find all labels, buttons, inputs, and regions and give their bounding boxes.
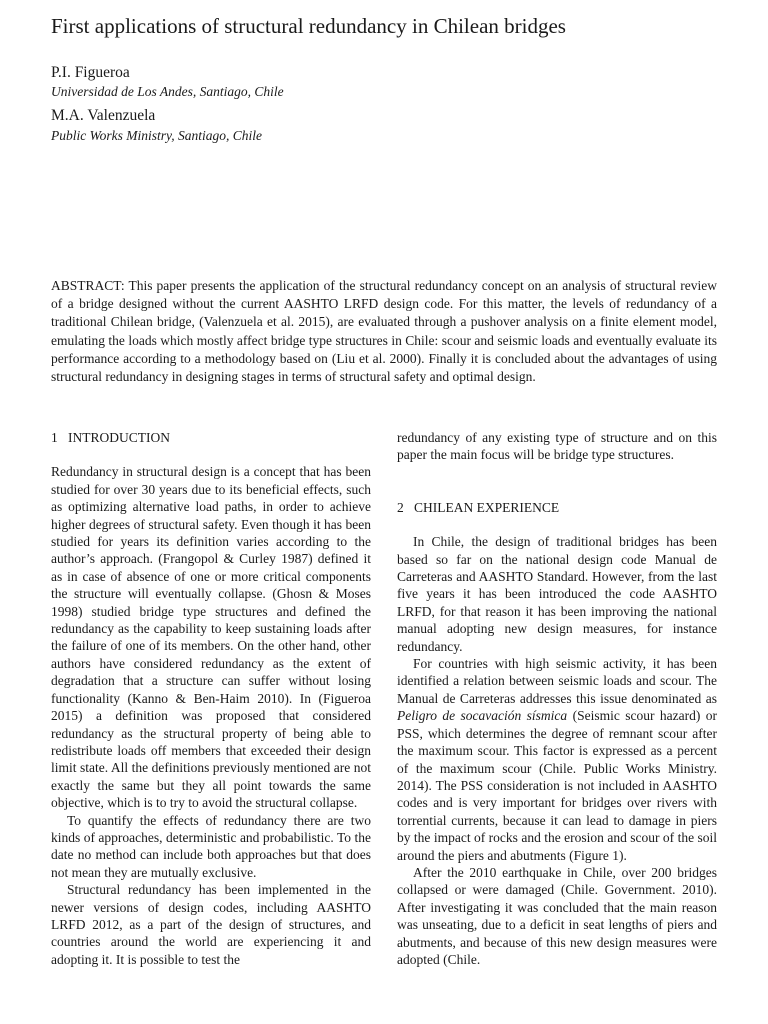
author-name: M.A. Valenzuela (51, 107, 156, 124)
section-number: 1 (51, 430, 58, 445)
section-heading-introduction (51, 429, 371, 446)
section-title: CHILEAN EXPERIENCE (414, 499, 560, 515)
section-heading-chilean-experience (397, 499, 717, 516)
chile-paragraph-1: In Chile, the design of traditional bridges has been based so far on the national design code Manual de Carreteras and AASHTO Standard. However, from the last five years it has been introduced the code AASHTO LRFD, for that reason it has been improving the national manual adopting new design measures, for instance redundancy. (397, 534, 717, 654)
chile-paragraph-2-italic-term: Peligro de socavación sísmica (397, 708, 568, 724)
chile-paragraph-2-text: For countries with high seismic activity, it has been identified a relation between seismic loads and scour. The Manual de Carreteras addresses this issue denominated as (397, 656, 717, 706)
section-number: 2 (397, 499, 404, 515)
intro-paragraph-2: To quantify the effects of redundancy there are two kinds of approaches, deterministic and probabilistic. To the date no method can include both approaches but that does not mean they are mutually exclusive. (51, 812, 371, 880)
abstract: ABSTRACT: This paper presents the application of the structural redundancy concept on an analysis of structural review of a bridge designed without the current AASHTO LRFD design code. For this matter, the levels of redundancy of a traditional Chilean bridge, (Valenzuela et al. 2015), are evaluated through a pushover analysis on a finite element model, emulating the loads which mostly affect bridge type structures in Chile: scour and seismic loads and eventually evaluate its performance according to a methodology based on (Liu et al. 2000). Finally it is concluded about the advantages of using structural redundancy in designing stages in terms of structural safety and optimal design. (51, 278, 717, 385)
author-name: P.I. Figueroa (51, 64, 130, 81)
paper-title: First applications of structural redundancy in Chilean bridges (51, 14, 566, 38)
intro-paragraph-3: Structural redundancy has been implemented in the newer versions of design codes, including AASHTO LRFD 2012, as a part of the design of structures, and countries around the world are experiencing it and adopting it. It is possible to test the (51, 882, 371, 967)
author-affiliation: Universidad de Los Andes, Santiago, Chile (51, 84, 284, 99)
intro-paragraph-1: Redundancy in structural design is a concept that has been studied for over 30 years due to its beneficial effects, such as optimizing alternative load paths, in order to achieve higher degrees of structural safety. Even though it has been studied for years its definition varies according to the author’s approach. (Frangopol & Curley 1987) defined it as in case of absence of one or more critical components the structure will eventually collapse. (Ghosn & Moses 1998) studied bridge type structures and defined the redundancy as the capability to keep sustaining loads after the failure of one of its members. On the other hand, other authors have considered redundancy as the extent of degradation that a structure can suffer without losing functionality (Kanno & Ben-Haim 2010). In (Figueroa 2015) a definition was proposed that considered redundancy as the structural property of being able to redistribute loads off members that exceeded their design limit state. All the definitions previously mentioned are not exactly the same but they all point towards the same objective, which is to try to avoid the structural collapse. (51, 464, 371, 811)
chile-paragraph-3: After the 2010 earthquake in Chile, over 200 bridges collapsed or were damaged (Chile. Government. 2010). After investigating it was concluded that the main reason was unseating, due to a deficit in seat lengths of piers and abutments, and because of this new design measures were adopted (Chile. (397, 864, 717, 967)
author-affiliation: Public Works Ministry, Santiago, Chile (51, 128, 262, 143)
right-column (397, 429, 717, 968)
left-column (51, 429, 371, 968)
intro-paragraph-3-continued: redundancy of any existing type of structure and on this paper the main focus will be bridge type structures. (397, 430, 717, 463)
chile-paragraph-2-text-cont: (Seismic scour hazard) or PSS, which determines the degree of remnant scour after the maximum scour. This factor is expressed as a percent of the maximum scour (Chile. Public Works Ministry. 2014). The PSS consideration is not included in AASHTO codes and is very important for bridges over rivers with torrential currents, because it can lead to damage in piers by the impact of rocks and the erosion and scour of the soil around the piers and abutments (Figure 1). (397, 708, 718, 863)
section-title: INTRODUCTION (68, 430, 170, 445)
chile-paragraph-2 (397, 655, 717, 864)
